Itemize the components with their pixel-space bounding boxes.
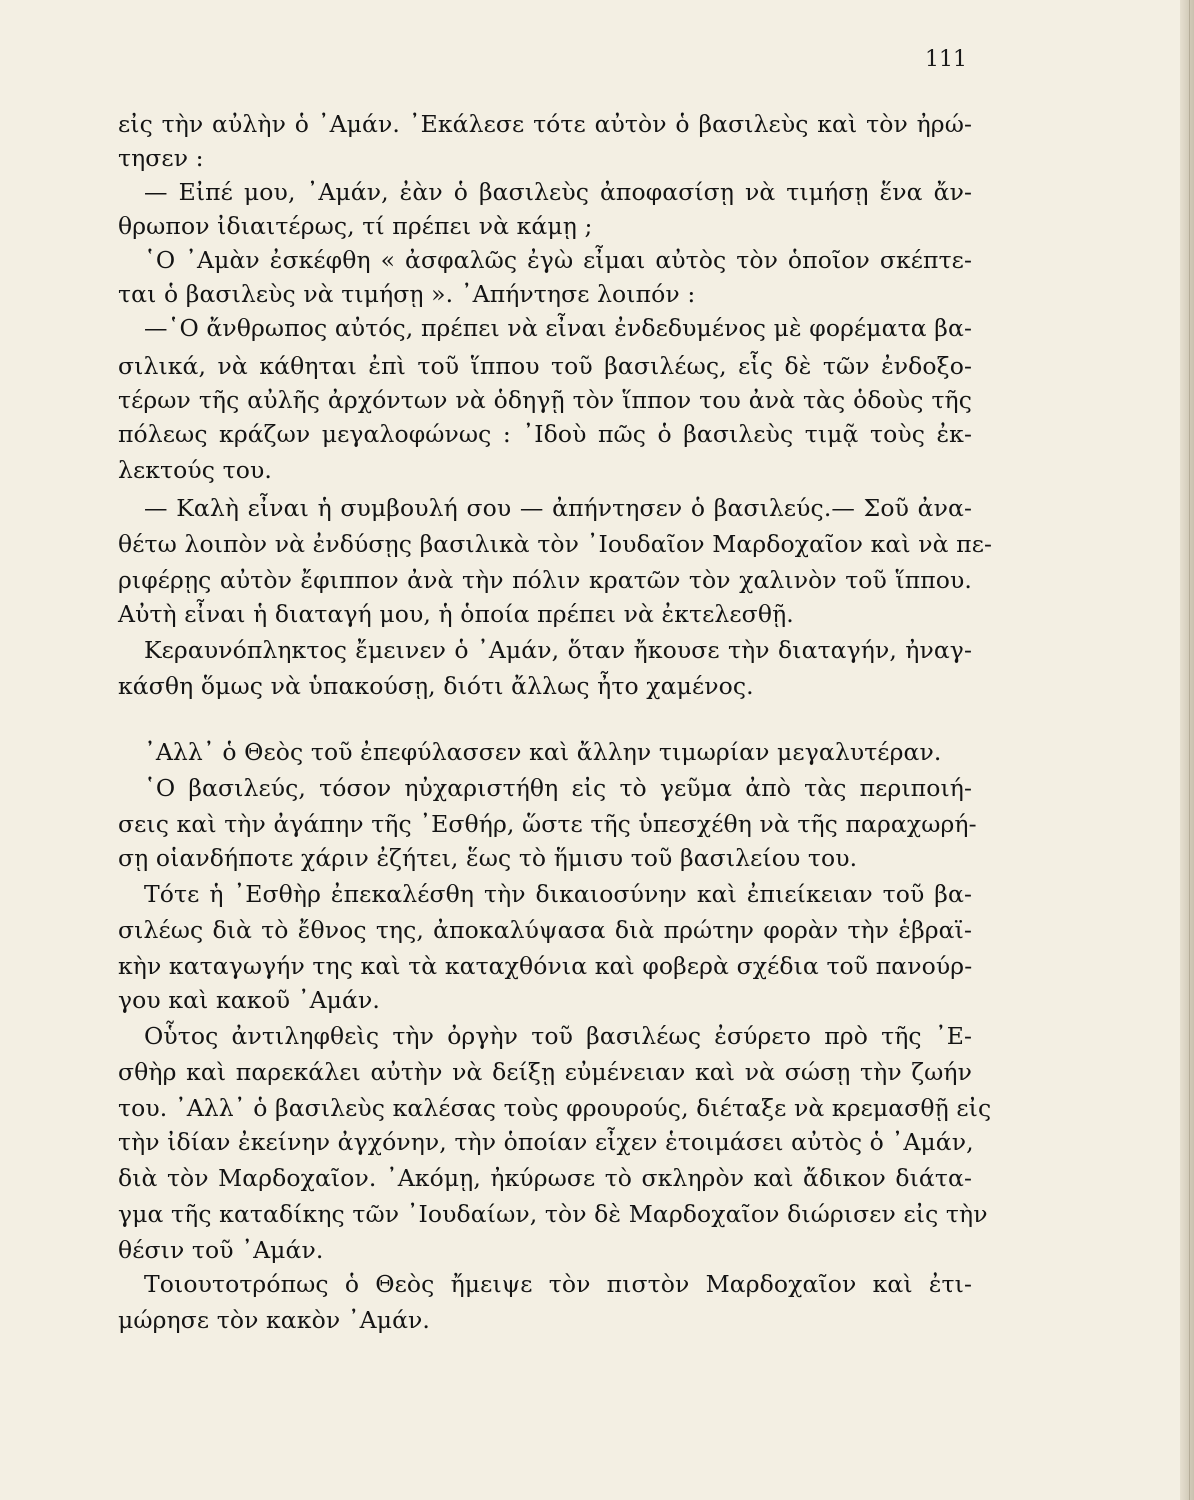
text-line: —῾Ο ἄνθρωπος αὐτός, πρέπει νὰ εἶναι ἐνδεδυμένος μὲ φορέματα βα- bbox=[144, 314, 972, 342]
text-line: σιλικά, νὰ κάθηται ἐπὶ τοῦ ἵππου τοῦ βασιλέως, εἷς δὲ τῶν ἐνδοξο- bbox=[118, 352, 972, 380]
text-line: — Εἰπέ μου, ᾿Αμάν, ἐὰν ὁ βασιλεὺς ἀποφασίσῃ νὰ τιμήσῃ ἕνα ἄν- bbox=[144, 178, 972, 206]
text-line: γμα τῆς καταδίκης τῶν ᾿Ιουδαίων, τὸν δὲ Μαρδοχαῖον διώρισεν εἰς τὴν bbox=[118, 1200, 988, 1228]
text-line: εἰς τὴν αὐλὴν ὁ ᾿Αμάν. ᾿Εκάλεσε τότε αὐτὸν ὁ βασιλεὺς καὶ τὸν ἠρώ- bbox=[118, 110, 972, 138]
text-line: λεκτούς του. bbox=[118, 456, 272, 484]
text-line: διὰ τὸν Μαρδοχαῖον. ᾿Ακόμῃ, ἠκύρωσε τὸ σκληρὸν καὶ ἄδικον διάτα- bbox=[118, 1164, 972, 1192]
page-number: 111 bbox=[925, 47, 967, 72]
text-line: Οὗτος ἀντιληφθεὶς τὴν ὀργὴν τοῦ βασιλέως ἐσύρετο πρὸ τῆς ᾿Ε- bbox=[144, 1022, 972, 1050]
text-line: κάσθη ὅμως νὰ ὑπακούσῃ, διότι ἄλλως ἦτο χαμένος. bbox=[118, 672, 754, 700]
text-line: Τοιουτοτρόπως ὁ Θεὸς ἤμειψε τὸν πιστὸν Μαρδοχαῖον καὶ ἐτι- bbox=[144, 1270, 972, 1298]
text-line: τὴν ἰδίαν ἐκείνην ἀγχόνην, τὴν ὁποίαν εἶχεν ἑτοιμάσει αὐτὸς ὁ ᾿Αμάν, bbox=[118, 1128, 974, 1156]
text-line: μώρησε τὸν κακὸν ᾿Αμάν. bbox=[118, 1306, 430, 1334]
text-line: πόλεως κράζων μεγαλοφώνως : ᾿Ιδοὺ πῶς ὁ βασιλεὺς τιμᾷ τοὺς ἐκ- bbox=[118, 420, 972, 448]
text-line: του. ᾿Αλλ᾿ ὁ βασιλεὺς καλέσας τοὺς φρουρούς, διέταξε νὰ κρεμασθῇ εἰς bbox=[118, 1094, 992, 1122]
text-line: σιλέως διὰ τὸ ἔθνος της, ἀποκαλύψασα διὰ πρώτην φορὰν τὴν ἑβραϊ- bbox=[118, 916, 972, 944]
text-line: Κεραυνόπληκτος ἔμεινεν ὁ ᾿Αμάν, ὅταν ἤκουσε τὴν διαταγήν, ἠναγ- bbox=[144, 636, 972, 664]
text-line: γου καὶ κακοῦ ᾿Αμάν. bbox=[118, 986, 380, 1014]
text-line: — Καλὴ εἶναι ἡ συμβουλή σου — ἀπήντησεν ὁ βασιλεύς.— Σοῦ ἀνα- bbox=[144, 494, 972, 522]
text-line: τέρων τῆς αὐλῆς ἀρχόντων νὰ ὁδηγῇ τὸν ἵππον του ἀνὰ τὰς ὁδοὺς τῆς bbox=[118, 386, 972, 414]
text-line: Τότε ἡ ᾿Εσθὴρ ἐπεκαλέσθη τὴν δικαιοσύνην καὶ ἐπιείκειαν τοῦ βα- bbox=[144, 880, 972, 908]
text-line: θρωπον ἰδιαιτέρως, τί πρέπει νὰ κάμῃ ; bbox=[118, 212, 593, 240]
text-line: θέσιν τοῦ ᾿Αμάν. bbox=[118, 1236, 324, 1264]
text-line: τησεν : bbox=[118, 144, 204, 172]
text-line: θέτω λοιπὸν νὰ ἐνδύσῃς βασιλικὰ τὸν ᾿Ιουδαῖον Μαρδοχαῖον καὶ νὰ πε- bbox=[118, 530, 993, 558]
text-line: ῾Ο ᾿Αμὰν ἐσκέφθη « ἀσφαλῶς ἐγὼ εἶμαι αὐτὸς τὸν ὁποῖον σκέπτε- bbox=[144, 246, 972, 274]
text-line: Αὐτὴ εἶναι ἡ διαταγή μου, ἡ ὁποία πρέπει νὰ ἐκτελεσθῇ. bbox=[118, 600, 794, 628]
page-edge-shadow bbox=[1180, 0, 1194, 1500]
text-line: ᾿Αλλ᾿ ὁ Θεὸς τοῦ ἐπεφύλασσεν καὶ ἄλλην τιμωρίαν μεγαλυτέραν. bbox=[144, 738, 942, 766]
text-line: κὴν καταγωγήν της καὶ τὰ καταχθόνια καὶ φοβερὰ σχέδια τοῦ πανούρ- bbox=[118, 952, 973, 980]
text-line: σῃ οἱανδήποτε χάριν ἐζήτει, ἕως τὸ ἥμισυ τοῦ βασιλείου του. bbox=[118, 844, 858, 872]
text-line: ριφέρῃς αὐτὸν ἔφιππον ἀνὰ τὴν πόλιν κρατῶν τὸν χαλινὸν τοῦ ἵππου. bbox=[118, 566, 972, 594]
page-edge-line bbox=[1189, 0, 1190, 1500]
text-line: ται ὁ βασιλεὺς νὰ τιμήσῃ ». ᾿Απήντησε λοιπόν : bbox=[118, 280, 696, 308]
text-line: ῾Ο βασιλεύς, τόσον ηὐχαριστήθη εἰς τὸ γεῦμα ἀπὸ τὰς περιποιή- bbox=[144, 774, 972, 802]
text-line: σεις καὶ τὴν ἀγάπην τῆς ᾿Εσθήρ, ὥστε τῆς ὑπεσχέθη νὰ τῆς παραχωρή- bbox=[118, 810, 977, 838]
text-line: σθὴρ καὶ παρεκάλει αὐτὴν νὰ δείξῃ εὐμένειαν καὶ νὰ σώσῃ τὴν ζωήν bbox=[118, 1058, 972, 1086]
